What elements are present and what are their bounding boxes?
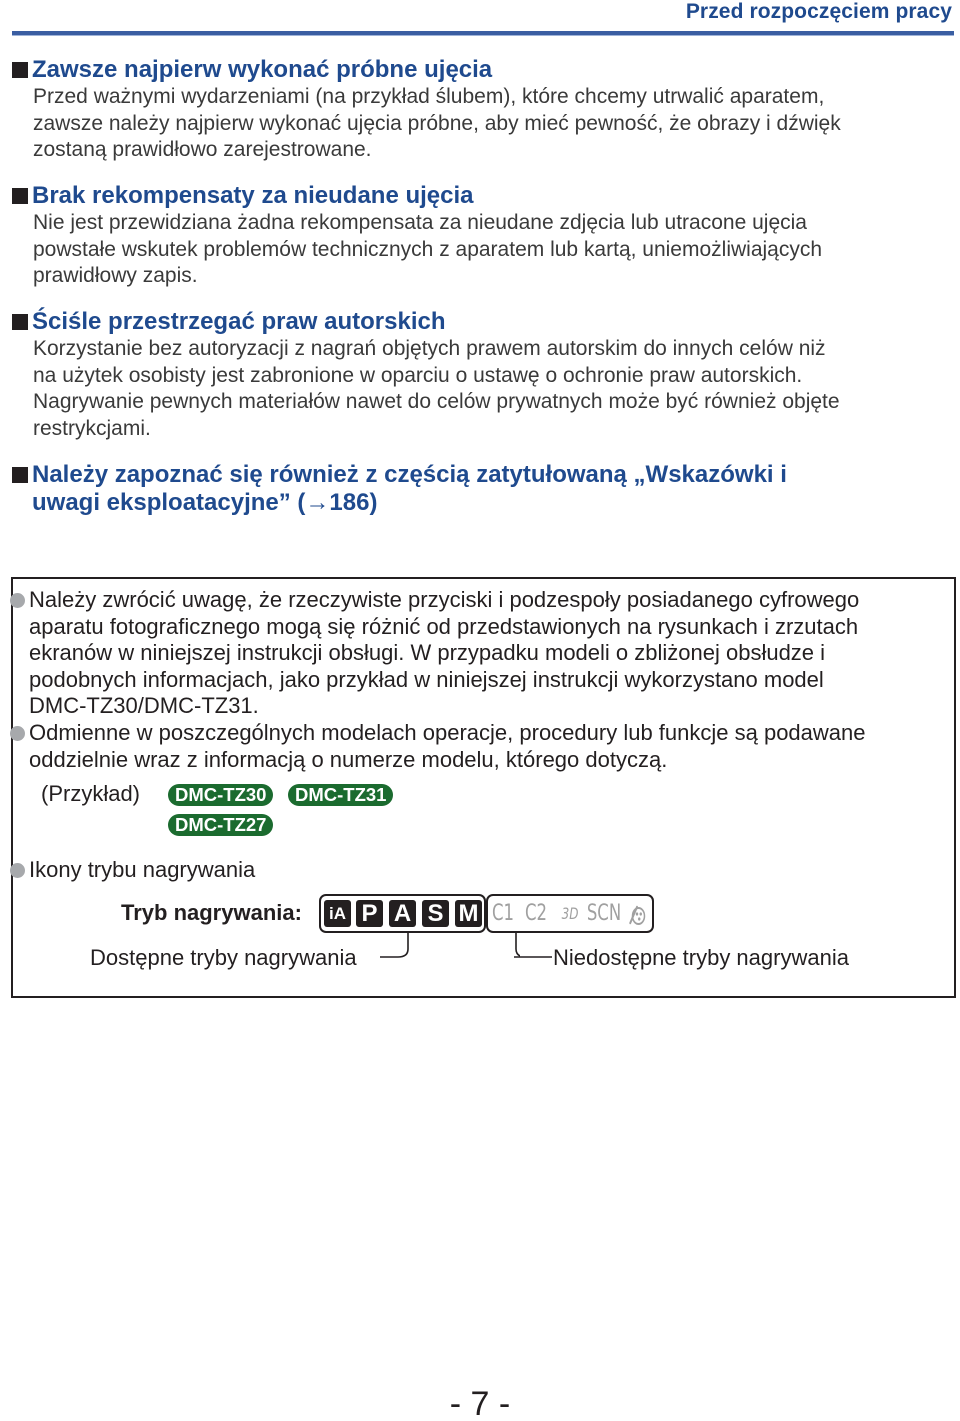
square-bullet-icon — [12, 62, 28, 78]
body-line: powstałe wskutek problemów technicznych z aparatem lub kartą, uniemożliwiających — [33, 237, 823, 261]
section-heading-text: Brak rekompensaty za nieudane ujęcia — [32, 182, 474, 209]
body-line: zostaną prawidłowo zarejestrowane. — [33, 138, 372, 162]
section-heading — [12, 461, 952, 517]
program-mode-icon: P — [356, 900, 383, 927]
section-see-also — [12, 461, 952, 517]
page-header-title: Przed rozpoczęciem pracy — [685, 0, 952, 23]
notice-bullet — [10, 720, 936, 773]
section-heading-text: Zawsze najpierw wykonać próbne ujęcia — [32, 56, 493, 83]
section-no-compensation — [12, 182, 952, 290]
header-divider — [12, 31, 954, 36]
notice-bullet — [10, 587, 936, 720]
intelligent-auto-mode-icon: iA — [324, 900, 351, 927]
body-line: ekranów w niniejszej instrukcji obsługi. W przypadku modeli o zbliżonej obsłudze i — [29, 640, 826, 666]
section-copyright — [12, 308, 952, 442]
custom-2-mode-icon: C2 — [524, 901, 548, 926]
section-body — [33, 210, 952, 290]
body-line: podobnych informacjach, jako przykład w niniejszej instrukcji wykorzystano model — [29, 666, 824, 692]
section-heading-text — [32, 461, 787, 517]
section-heading-text: Ściśle przestrzegać praw autorskich — [32, 308, 446, 335]
model-badge: DMC-TZ27 — [168, 814, 273, 836]
square-bullet-icon — [12, 314, 28, 330]
body-line: aparatu fotograficznego mogą się różnić od przedstawionych na rysunkach i zrzutach — [29, 613, 859, 639]
mode-bracket-lines — [380, 933, 520, 963]
available-modes-caption: Dostępne tryby nagrywania — [90, 945, 357, 970]
3d-photo-mode-icon: 3D — [561, 904, 579, 923]
section-heading — [12, 308, 952, 336]
heading-line: Należy zapoznać się również z częścią zatytułowaną „Wskazówki i — [32, 461, 787, 488]
unavailable-bracket-tail — [514, 955, 554, 961]
round-bullet-icon — [10, 593, 25, 608]
body-line: oddzielnie wraz z informacją o numerze modelu, którego dotyczą. — [29, 746, 668, 772]
notice-bullet-text — [29, 857, 255, 884]
round-bullet-icon — [10, 726, 25, 741]
body-line: Ikony trybu nagrywania — [29, 857, 256, 882]
section-test-shots — [12, 56, 952, 164]
body-line: prawidłowy zapis. — [33, 264, 198, 288]
body-line: DMC-TZ30/DMC-TZ31. — [29, 693, 259, 719]
body-line: Należy zwrócić uwagę, że rzeczywiste przyciski i podzespoły posiadanego cyfrowego — [29, 587, 860, 612]
manual-mode-icon: M — [455, 900, 482, 927]
example-label: (Przykład) — [41, 781, 141, 806]
body-line: Przed ważnymi wydarzeniami (na przykład ślubem), które chcemy utrwalić aparatem, — [33, 85, 825, 108]
body-line: Nagrywanie pewnych materiałów nawet do celów prywatnych może być również objęte — [33, 390, 840, 414]
square-bullet-icon — [12, 188, 28, 204]
body-line: Korzystanie bez autoryzacji z nagrań objętych prawem autorskim do innych celów niż — [33, 337, 826, 360]
creative-control-mode-icon — [626, 900, 649, 927]
body-line: restrykcjami. — [33, 416, 151, 440]
creative-control-icon-graphic — [627, 901, 647, 927]
unavailable-modes-caption: Niedostępne tryby nagrywania — [553, 945, 849, 970]
section-heading — [12, 182, 952, 210]
model-badge: DMC-TZ30 — [168, 784, 273, 806]
section-body — [33, 336, 952, 442]
notice-bullet-text — [29, 587, 859, 720]
shutter-priority-mode-icon: S — [422, 900, 449, 927]
round-bullet-icon — [10, 863, 25, 878]
body-line: Nie jest przewidziana żadna rekompensata za nieudane zdjęcia lub utracone ujęcia — [33, 211, 807, 234]
body-line: zawsze należy najpierw wykonać ujęcia próbne, aby mieć pewność, że obrazy i dźwięk — [33, 111, 841, 135]
aperture-priority-mode-icon: A — [389, 900, 416, 927]
custom-1-mode-icon: C1 — [491, 901, 515, 926]
page-number: - 7 - — [449, 1385, 511, 1421]
body-line: na użytek osobisty jest zabronione w oparciu o ustawę o ochronie praw autorskich. — [33, 363, 803, 387]
notice-bullet — [10, 857, 936, 884]
recording-mode-label: Tryb nagrywania: — [121, 900, 302, 925]
notice-bullet-text — [29, 720, 866, 773]
body-line: Odmienne w poszczególnych modelach operacje, procedury lub funkcje są podawane — [29, 720, 866, 745]
section-heading — [12, 56, 952, 84]
section-body — [33, 84, 952, 164]
model-badge: DMC-TZ31 — [288, 784, 393, 806]
scene-mode-icon: SCN — [586, 901, 622, 926]
heading-line: uwagi eksploatacyjne” (→186) — [32, 489, 378, 516]
square-bullet-icon — [12, 467, 28, 483]
